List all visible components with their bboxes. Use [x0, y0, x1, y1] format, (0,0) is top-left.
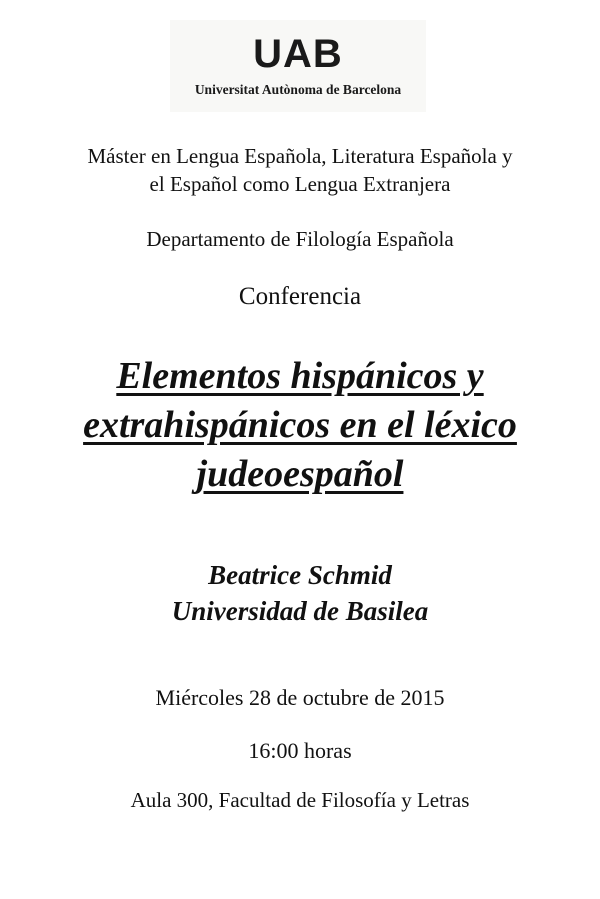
- event-type: Conferencia: [238, 283, 362, 310]
- uab-logo: [170, 20, 426, 112]
- program-name: [0, 142, 600, 198]
- title-line-2: extrahispánicos en el léxico: [83, 404, 517, 446]
- event-time: 16:00 horas: [248, 738, 352, 763]
- event-location: Aula 300, Facultad de Filosofía y Letras: [130, 788, 470, 812]
- speaker-affiliation: Universidad de Basilea: [171, 596, 429, 626]
- title-line-1: Elementos hispánicos y: [116, 355, 484, 397]
- program-line-1: Máster en Lengua Española, Literatura Española y: [87, 144, 513, 168]
- department-name: Departamento de Filología Española: [146, 227, 454, 251]
- logo-institution-name: Universitat Autònoma de Barcelona: [194, 82, 402, 97]
- event-date: Miércoles 28 de octubre de 2015: [155, 685, 445, 710]
- program-line-2: el Español como Lengua Extranjera: [149, 172, 451, 196]
- lecture-title: [0, 352, 600, 499]
- speaker-block: [0, 557, 600, 629]
- logo-mark: UAB: [253, 32, 343, 76]
- title-line-3: judeoespañol: [196, 453, 404, 495]
- speaker-name: Beatrice Schmid: [208, 560, 392, 590]
